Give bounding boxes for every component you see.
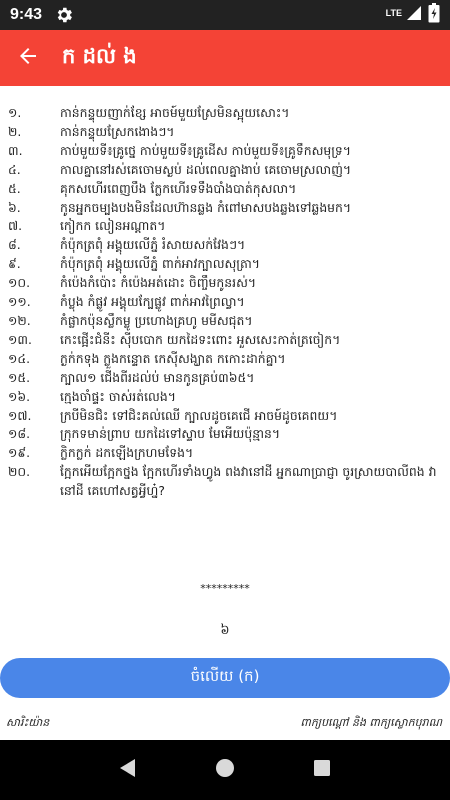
- nav-back-button[interactable]: [108, 750, 148, 790]
- item-text: កាន់កន្ទុយស្រែកងោងៗ។: [60, 123, 175, 139]
- nav-home-icon: [214, 757, 236, 783]
- item-text: កេះផ្អើះជំនីះ ស៊ីបបោក យកដៃទះពោះ អួសសេះកាត់ត្រចៀក។: [60, 331, 341, 347]
- list-item: [0, 161, 450, 180]
- item-number: ១៨.: [8, 426, 31, 442]
- footer: [0, 708, 450, 740]
- item-number: ២០.: [8, 464, 31, 480]
- item-text: ក្អែកអើយក្អែកថ្នង ក្អែកហើរទាំងហ្វូង ពងវានៅដី អ្នកណាប្រាជ្ញា ចូរស្រាយបាលីពង វានៅដី គេហៅសត្វអ្វីហ្ន៎?: [60, 464, 437, 499]
- item-number: ៤.: [8, 161, 21, 177]
- list-item: [0, 350, 450, 369]
- separator: *********: [200, 582, 250, 595]
- item-number: ១៧.: [8, 407, 32, 423]
- footer-author: សារិះយ៉ាន: [6, 716, 50, 729]
- item-text: កំប៉ុកត្រពុំ អង្គុយលើភ្នំ ពាក់អាវក្បាលសុត្រា។: [60, 256, 260, 272]
- list-item: [0, 199, 450, 218]
- item-text: ក្ងក់កទុង ក្លួងកន្ទោត កេស៊ីសង្ឃាត កកោះដាក់គ្នា។: [60, 350, 286, 366]
- item-text: កាលគ្នានៅរស់គេចោមស្ងប់ ដល់ពេលគ្នាងាប់ គេចោមស្រលាញ់។: [60, 161, 352, 177]
- list-item: [0, 142, 450, 161]
- settings-icon: [54, 5, 74, 25]
- item-number: ៦.: [8, 199, 21, 215]
- item-text: កំផ្លាកប៉ុនស្លឹកម្លូ ប្រហោងគ្រហូ មមីសជុត។: [60, 312, 253, 328]
- item-text: កៀកក លៀនអណ្តាត។: [60, 218, 166, 234]
- item-text: ក្រុកទមាន់ព្រាប យកដៃទៅស្ទាប មែអើយប៉ុន្មាន។: [60, 426, 281, 442]
- app-bar: [0, 30, 450, 86]
- battery-icon: [428, 3, 440, 27]
- list-item: [0, 463, 450, 501]
- item-number: ២.: [8, 123, 22, 139]
- list-item: [0, 425, 450, 444]
- item-number: ១៦.: [8, 388, 31, 404]
- item-number: ១៣.: [8, 331, 32, 347]
- item-text: ក្មេងចាំផ្ទះ ចាស់រត់លេង។: [60, 388, 176, 404]
- item-number: ៥.: [8, 180, 21, 196]
- network-type: LTE: [385, 8, 402, 18]
- list-item: [0, 180, 450, 199]
- list-item: [0, 274, 450, 293]
- item-text: កាប់មួយទី៖គ្រូថ្នេ កាប់មួយទី៖គ្រូដើស កាប់មួយទី៖គ្រូទឹកសមុទ្រ។: [60, 142, 351, 158]
- page-title: ក ដល់ ង: [62, 43, 137, 68]
- item-text: ក្បាល១ ជើងពីរដល់ប់ មានកូនគ្រប់៣៦៥។: [60, 369, 255, 385]
- list-item: [0, 369, 450, 388]
- item-text: កូនអ្នកចម្បងបងមិនដែលហ៊ានឆ្លង កំពៅមាសបងឆ្លងទៅឆ្លងមក។: [60, 199, 352, 215]
- answer-button[interactable]: ចំលើយ (ក): [0, 658, 450, 698]
- status-bar: [0, 0, 450, 30]
- nav-back-icon: [117, 757, 139, 783]
- item-number: ១៤.: [8, 350, 31, 366]
- back-button[interactable]: [0, 30, 56, 86]
- item-text: កំប៉ុកត្រពុំ អង្គុយលើភ្នំ រំសាយសក់វែងៗ។: [60, 237, 246, 253]
- nav-home-button[interactable]: [205, 750, 245, 790]
- footer-book-title: ពាក្យបណ្តៅ និង ពាក្យស្លោកបុរាណ: [300, 716, 442, 729]
- item-text: គុកសហើរពេញបឹង ក្លែកហើរទទឹងបាំងបាត់កុសលា។: [60, 180, 297, 196]
- status-time: 9:43: [10, 6, 43, 23]
- nav-recents-button[interactable]: [302, 750, 342, 790]
- item-number: ១០.: [8, 275, 31, 291]
- item-text: កាន់កន្ទុយញាក់ខ្សែ អាចម៍មួយស្រែមិនស្អុយសោះ។: [60, 105, 290, 120]
- arrow-back-icon: [16, 44, 40, 72]
- list-item: [0, 293, 450, 312]
- status-icons: [386, 3, 440, 27]
- item-number: ៣.: [8, 142, 23, 158]
- page-number: ៦: [220, 623, 230, 638]
- system-nav-bar: [0, 740, 450, 800]
- item-number: ៨.: [8, 237, 21, 253]
- list-item: [0, 407, 450, 426]
- list-item: [0, 236, 450, 255]
- item-text: កំប្លុង កំផ្លូវ អង្គុយក្បែផ្លូវ ពាក់អាវព្រៃល្វា។: [60, 294, 245, 310]
- signal-icon: [406, 5, 422, 25]
- list-item: [0, 123, 450, 142]
- list-item: [0, 104, 450, 123]
- item-number: ១១.: [8, 294, 31, 310]
- list-item: [0, 444, 450, 463]
- item-number: ១.: [8, 105, 22, 120]
- item-number: ១៩.: [8, 445, 31, 461]
- list-item: [0, 312, 450, 331]
- list-item: [0, 255, 450, 274]
- list-item: [0, 331, 450, 350]
- item-text: កំប៉េងកំប៉ោះ កំប៉េងអត់ដោះ ចិញ្ចឹមកូនរស់។: [60, 275, 257, 291]
- riddle-list: [0, 86, 450, 501]
- item-text: ក្លិកក្លក់ ដកឡើងក្រហមទែង។: [60, 445, 194, 461]
- item-text: ក្របីមិនជិះ ទៅជិះគល់ឈើ ក្បាលដូចគេជើ អាចម៍ដូចគេពយ។: [60, 407, 338, 423]
- nav-recents-icon: [311, 757, 333, 783]
- item-number: ១២.: [8, 312, 31, 328]
- list-item: [0, 388, 450, 407]
- item-number: ៧.: [8, 218, 23, 234]
- riddle-content: [0, 86, 450, 656]
- item-number: ១៥.: [8, 369, 31, 385]
- list-item: [0, 217, 450, 236]
- item-number: ៩.: [8, 256, 21, 272]
